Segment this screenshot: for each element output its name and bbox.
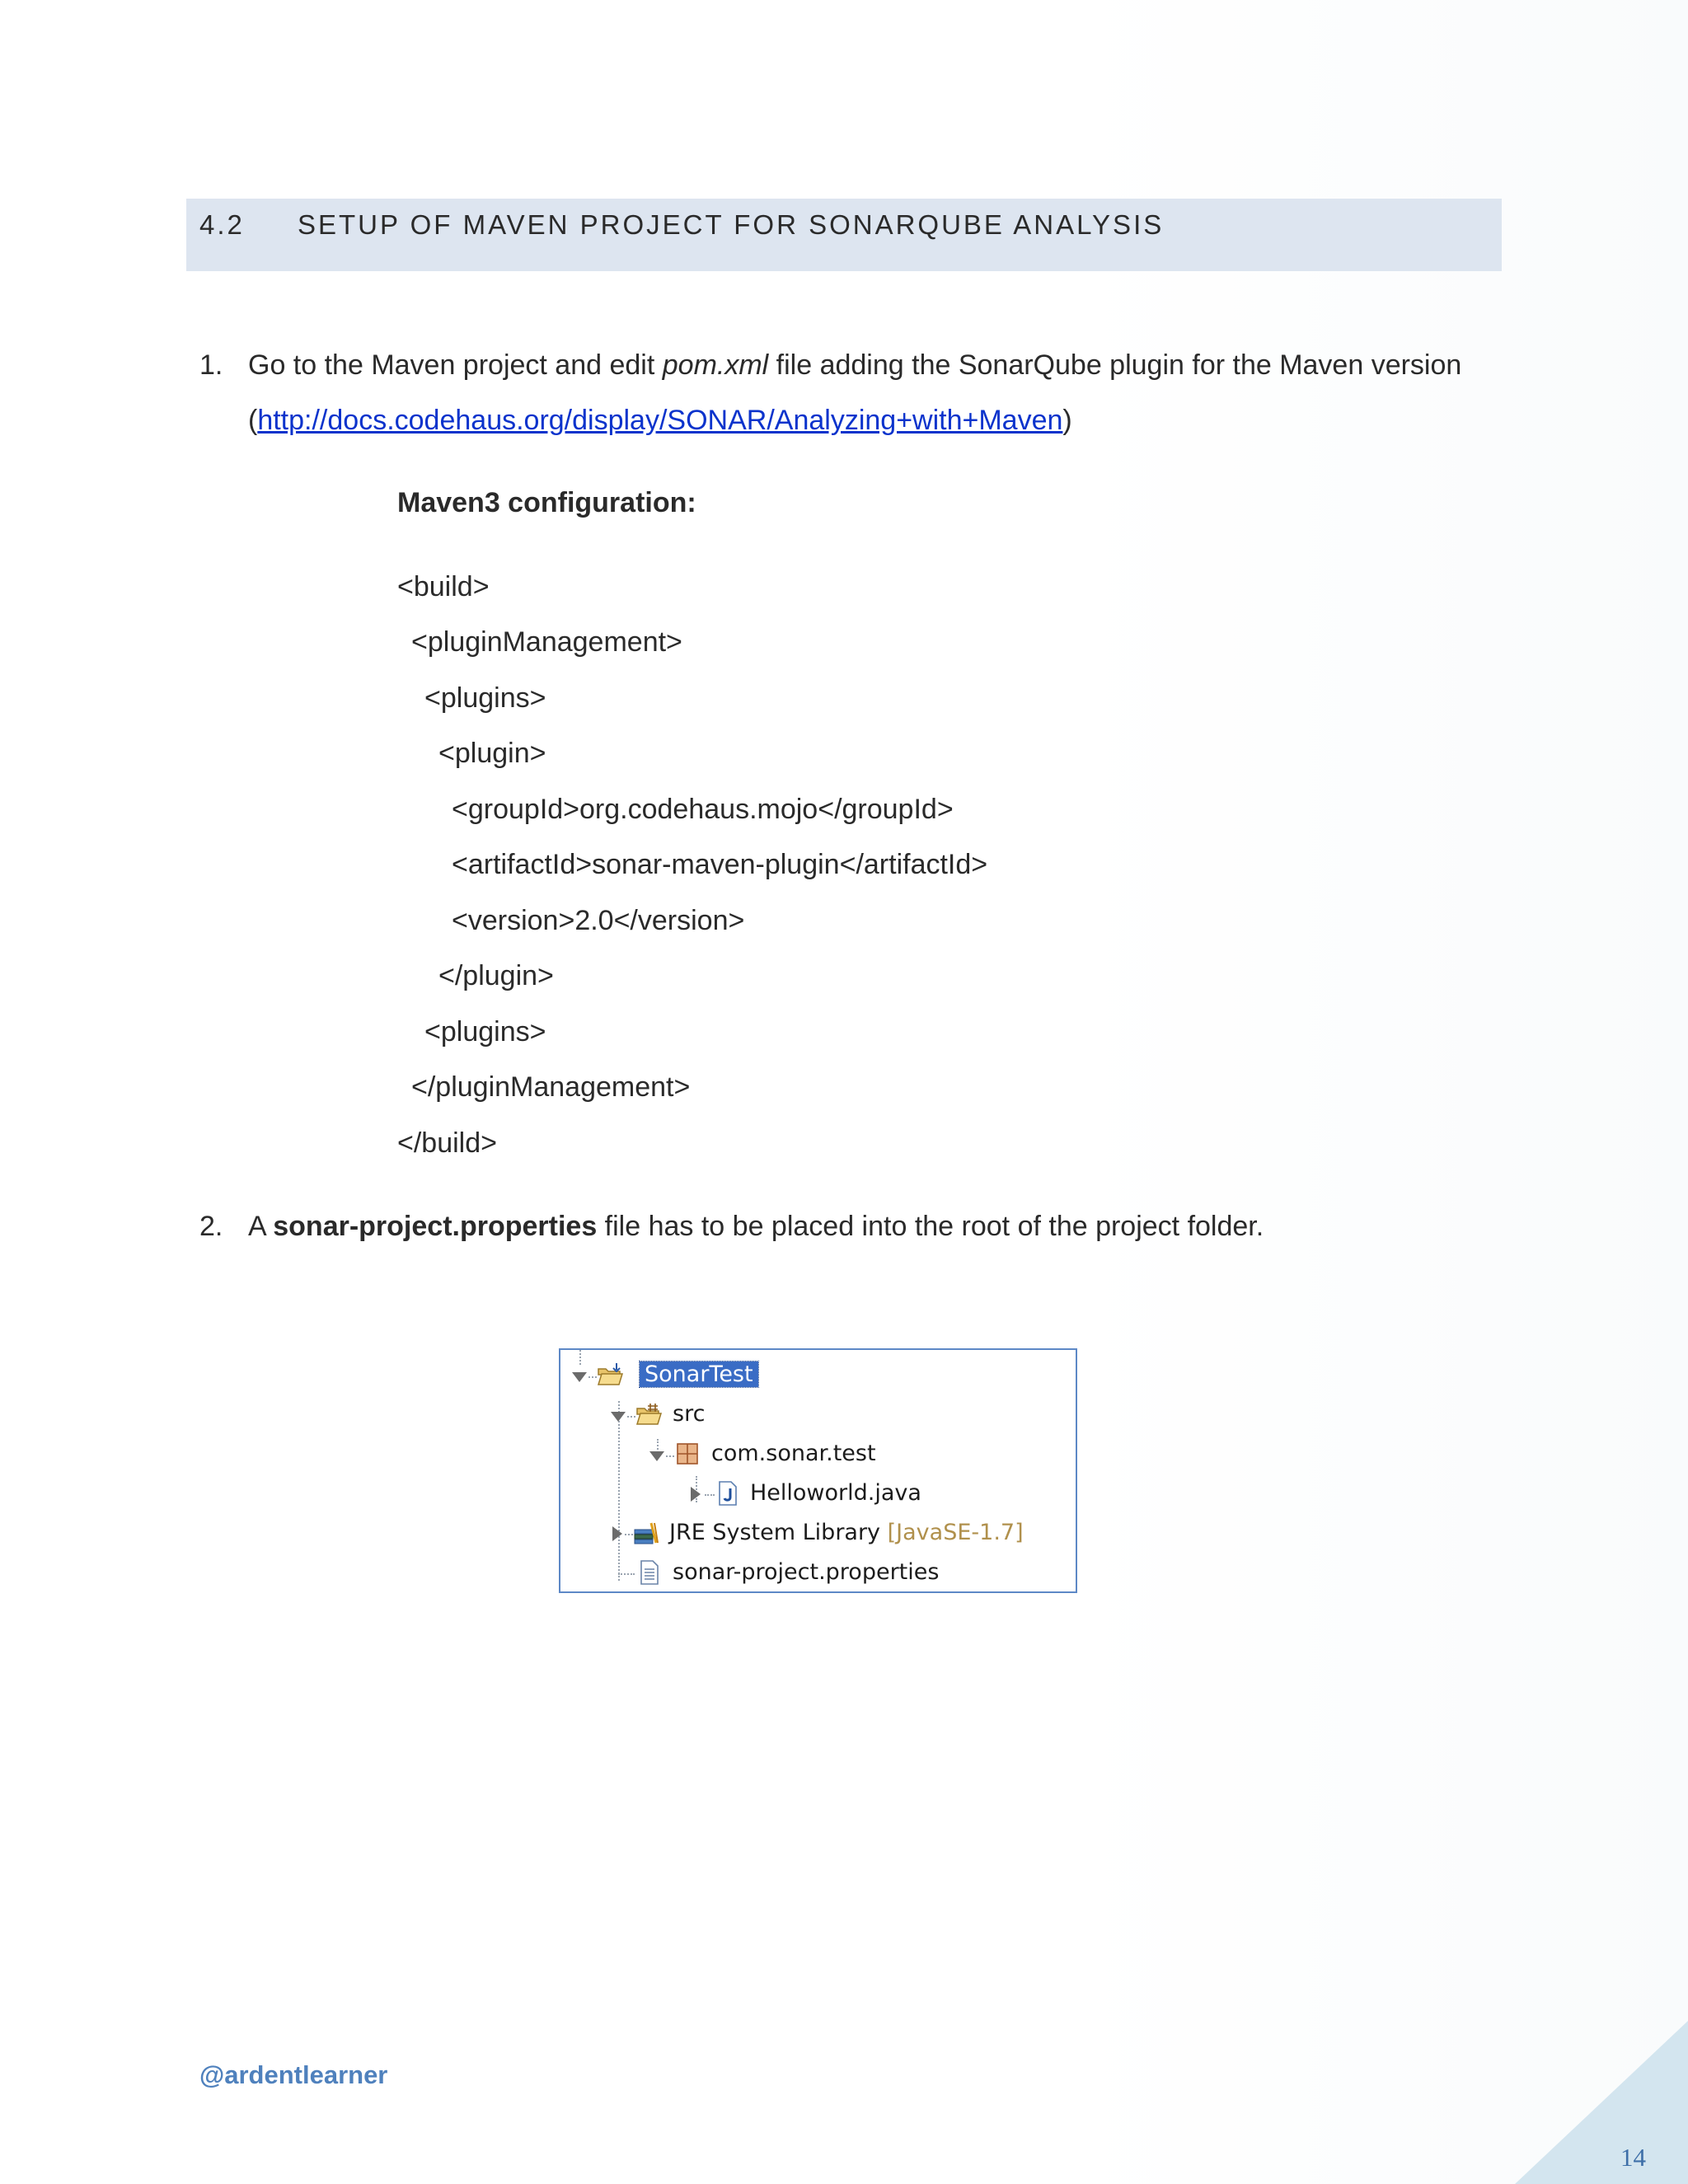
code-line-group-id: <groupId>org.codehaus.mojo</groupId> <box>452 794 954 825</box>
tree-guide-line <box>579 1350 581 1365</box>
expand-arrow-icon[interactable] <box>612 1526 622 1541</box>
code-line-artifact-id: <artifactId>sonar-maven-plugin</artifactId> <box>452 849 988 880</box>
tree-guide-line <box>618 1573 635 1575</box>
tree-item-properties-file[interactable] <box>673 1556 939 1589</box>
code-line-plugins-close: <plugins> <box>424 1016 546 1047</box>
footer-handle: @ardentlearner <box>199 2060 388 2089</box>
tree-item-jre-library[interactable] <box>669 1516 1024 1549</box>
jre-library-label: JRE System Library <box>669 1520 881 1545</box>
code-line-plugins-open: <plugins> <box>424 682 546 714</box>
code-line-build-open: <build> <box>397 571 490 602</box>
page-background-shade <box>1080 0 1688 2184</box>
step-1-text-after: file adding the SonarQube plugin for the Maven version <box>768 349 1462 381</box>
code-line-plugin-management-close: </pluginManagement> <box>411 1071 691 1103</box>
tree-guide-line <box>588 1376 597 1378</box>
step-2-prefix: A <box>248 1211 274 1242</box>
step-2-number: 2. <box>199 1211 223 1242</box>
tree-item-package[interactable] <box>711 1437 876 1470</box>
codehaus-docs-link[interactable]: http://docs.codehaus.org/display/SONAR/Analyzing+with+Maven <box>257 405 1063 436</box>
section-number: 4.2 <box>199 209 245 240</box>
properties-filename: sonar-project.properties <box>273 1211 598 1242</box>
collapse-arrow-icon[interactable] <box>649 1451 664 1461</box>
code-line-plugin-open: <plugin> <box>438 738 546 769</box>
step-1-link-line <box>248 402 1072 438</box>
jre-version-tag: [JavaSE-1.7] <box>887 1520 1024 1545</box>
code-line-version: <version>2.0</version> <box>452 905 745 936</box>
tree-guide-line <box>627 1416 635 1418</box>
step-1-number: 1. <box>199 349 223 381</box>
step-1-text <box>248 347 1461 383</box>
properties-file-label: sonar-project.properties <box>673 1559 940 1585</box>
paren-close: ) <box>1062 405 1072 436</box>
tree-item-project[interactable] <box>640 1358 758 1391</box>
project-label: SonarTest <box>640 1361 758 1387</box>
expand-arrow-icon[interactable] <box>691 1487 701 1502</box>
maven3-config-heading: Maven3 configuration: <box>397 487 696 518</box>
code-line-plugin-close: </plugin> <box>438 960 554 991</box>
step-2-suffix: file has to be placed into the root of the project folder. <box>597 1211 1264 1242</box>
library-icon <box>633 1520 659 1546</box>
paren-open: ( <box>248 405 258 436</box>
page-number: 14 <box>1620 2143 1646 2172</box>
src-label: src <box>673 1401 706 1427</box>
java-file-label: Helloworld.java <box>750 1480 921 1506</box>
collapse-arrow-icon[interactable] <box>611 1412 626 1422</box>
section-title: SETUP OF MAVEN PROJECT FOR SONARQUBE ANALYSIS <box>298 209 1165 240</box>
open-project-folder-icon <box>597 1361 623 1388</box>
code-line-plugin-management-open: <pluginManagement> <box>411 626 682 658</box>
code-line-build-close: </build> <box>397 1127 497 1159</box>
package-label: com.sonar.test <box>711 1441 876 1466</box>
pom-xml-filename: pom.xml <box>662 349 769 381</box>
tree-guide-line <box>625 1534 633 1535</box>
tree-guide-line <box>705 1494 715 1496</box>
project-explorer-tree <box>559 1348 1077 1593</box>
step-2-text <box>248 1208 1264 1244</box>
step-1-text-before: Go to the Maven project and edit <box>248 349 663 381</box>
properties-file-icon <box>636 1559 663 1586</box>
collapse-arrow-icon[interactable] <box>572 1372 587 1382</box>
tree-guide-line <box>666 1455 674 1457</box>
package-icon <box>674 1441 701 1467</box>
tree-guide-line <box>618 1401 620 1581</box>
java-file-icon <box>715 1480 741 1507</box>
tree-item-java-file[interactable] <box>750 1477 921 1510</box>
tree-item-src[interactable] <box>673 1398 705 1431</box>
source-folder-icon <box>635 1401 662 1427</box>
